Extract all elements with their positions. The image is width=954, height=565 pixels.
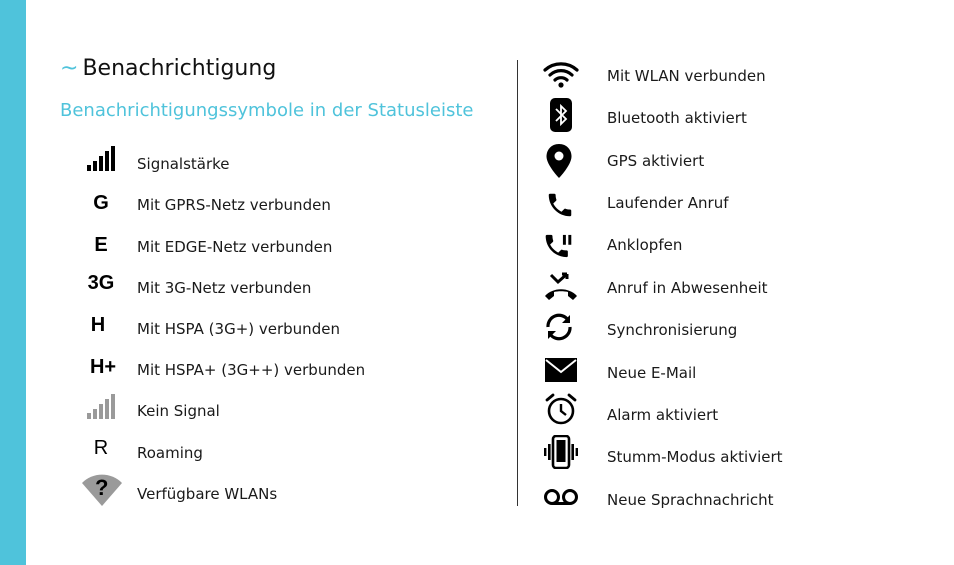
location-pin-icon <box>539 144 579 178</box>
hspa-glyph: H <box>90 313 106 336</box>
alarm-clock-icon <box>541 392 581 426</box>
bluetooth-icon <box>541 98 581 132</box>
hspa-plus-icon <box>83 350 123 384</box>
label-bluetooth: Bluetooth aktiviert <box>607 109 747 127</box>
missed-call-icon <box>541 270 581 304</box>
wifi-available-icon <box>81 473 123 507</box>
label-signal-strength: Signalstärke <box>137 155 230 173</box>
page-subtitle: Benachrichtigungssymbole in der Statusleiste <box>60 100 474 121</box>
edge-icon <box>81 228 121 262</box>
roaming-icon <box>81 431 121 465</box>
label-alarm: Alarm aktiviert <box>607 406 719 424</box>
no-signal-icon <box>80 390 120 424</box>
gprs-icon <box>81 186 121 220</box>
edge-glyph: E <box>94 233 108 256</box>
label-sync: Synchronisierung <box>607 321 738 339</box>
vibrate-icon <box>541 435 581 469</box>
label-vibrate: Stumm-Modus aktiviert <box>607 448 783 466</box>
phone-icon <box>540 188 580 222</box>
gprs-glyph: G <box>93 191 109 214</box>
3g-glyph: 3G <box>87 271 115 294</box>
label-edge: Mit EDGE-Netz verbunden <box>137 238 333 256</box>
wifi-question-glyph: ? <box>95 475 109 500</box>
label-hspa: Mit HSPA (3G+) verbunden <box>137 320 340 338</box>
label-call: Laufender Anruf <box>607 194 729 212</box>
signal-full-icon <box>80 142 120 176</box>
label-gps: GPS aktiviert <box>607 152 705 170</box>
label-call-waiting: Anklopfen <box>607 236 683 254</box>
label-wifi: Mit WLAN verbunden <box>607 67 766 85</box>
accent-side-bar <box>0 0 26 565</box>
label-hspa-plus: Mit HSPA+ (3G++) verbunden <box>137 361 366 379</box>
page-title <box>60 56 276 81</box>
3g-icon <box>81 266 121 300</box>
sync-icon <box>539 310 579 344</box>
voicemail-icon <box>541 480 581 514</box>
label-email: Neue E-Mail <box>607 364 697 382</box>
label-roaming: Roaming <box>137 444 203 462</box>
label-wifi-available: Verfügbare WLANs <box>137 485 278 503</box>
hspa-icon <box>78 308 118 342</box>
roaming-glyph: R <box>93 436 109 459</box>
label-voicemail: Neue Sprachnachricht <box>607 491 774 509</box>
column-divider <box>517 60 518 506</box>
label-no-signal: Kein Signal <box>137 402 220 420</box>
hspa-plus-glyph: H+ <box>89 355 117 378</box>
label-missed-call: Anruf in Abwesenheit <box>607 279 768 297</box>
phone-hold-icon <box>538 229 578 263</box>
wifi-icon <box>541 58 581 92</box>
email-icon <box>541 353 581 387</box>
title-prefix: ~ <box>60 56 79 81</box>
label-gprs: Mit GPRS-Netz verbunden <box>137 196 331 214</box>
label-3g: Mit 3G-Netz verbunden <box>137 279 312 297</box>
title-text: Benachrichtigung <box>82 56 277 81</box>
